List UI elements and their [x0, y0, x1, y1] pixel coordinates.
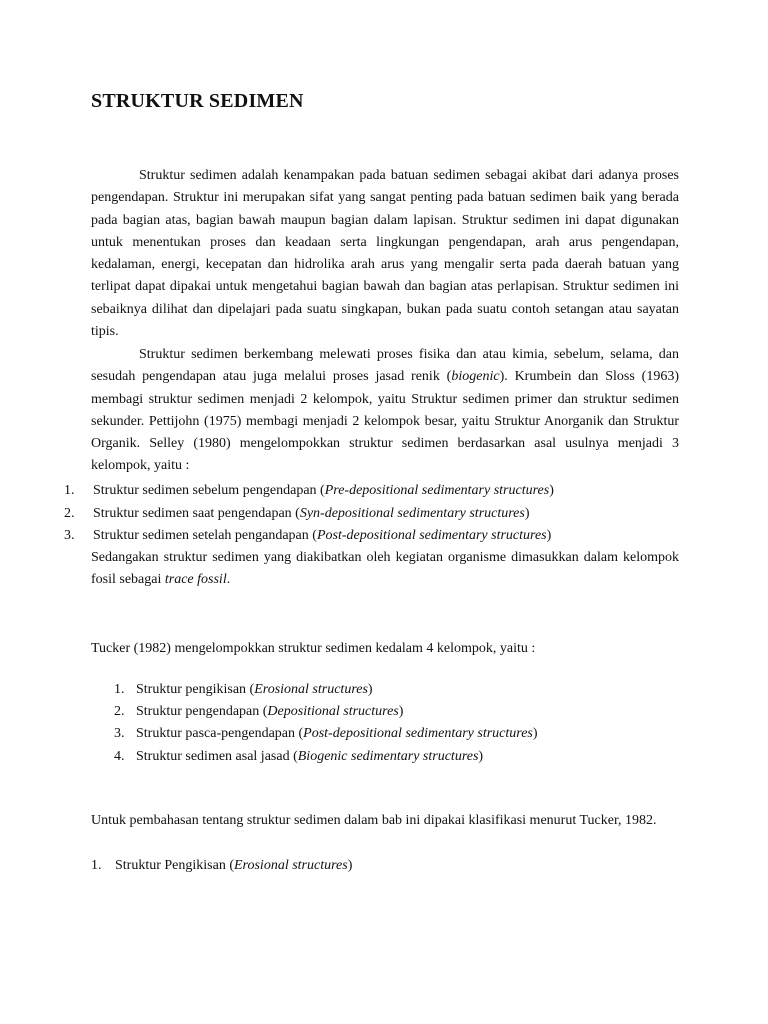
- list-item-text: Struktur sedimen saat pengendapan (: [93, 506, 300, 521]
- tucker-classification-paragraph: Untuk pembahasan tentang struktur sedimen dalam bab ini dipakai klasifikasi menurut Tucker, 1982.: [91, 813, 657, 828]
- list-item-number: 3.: [64, 528, 75, 543]
- list-item-number: 3.: [114, 726, 125, 741]
- list-item-close: ): [532, 726, 538, 741]
- trace-fossil-paragraph: [91, 547, 679, 592]
- classification-paragraph: [91, 344, 679, 478]
- trace-fossil-text: Sedangakan struktur sedimen yang diakibatkan oleh kegiatan organisme dimasukkan dalam kelompok fosil sebagai: [91, 550, 679, 588]
- section-heading: [115, 855, 352, 877]
- section-heading-text: Struktur Pengikisan (: [115, 858, 234, 873]
- section-heading-term: Erosional structures: [234, 858, 348, 873]
- list-item: [93, 480, 554, 502]
- list-item-term: Post-depositional sedimentary structures: [303, 726, 533, 741]
- trace-fossil-end: .: [226, 572, 231, 588]
- list-item-number: 4.: [114, 749, 125, 764]
- list-item-term: Post-depositional sedimentary structures: [316, 528, 547, 543]
- list-item-close: ): [549, 483, 554, 498]
- page-title: STRUKTUR SEDIMEN: [91, 90, 304, 112]
- list-item-close: ): [367, 682, 373, 697]
- list-item-number: 1.: [114, 682, 125, 697]
- intro-paragraph: Struktur sedimen adalah kenampakan pada batuan sedimen sebagai akibat dari adanya proses pengendapan. Struktur ini merupakan sifat yang sangat penting pada batuan sedimen baik yang berada pada bagian atas, bagian bawah maupun bagian dalam lapisan. Struktur sedimen ini dapat digunakan untuk menentukan proses dan keadaan serta lingkungan pengendapan, arah arus pengendapan, kedalaman, energi, kecepatan dan hidrolika arah arus yang mengalir serta pada daerah batuan yang terlipat dapat dipakai untuk mengetahui bagian bawah dan bagian atas perlapisan. Struktur sedimen ini sebaiknya dilihat dan dipelajari pada suatu singkapan, bukan pada suatu contoh setangan atau sayatan tipis.: [91, 168, 679, 340]
- classification-paragraph-text: Struktur sedimen berkembang melewati proses fisika dan atau kimia, sebelum, selama, dan sesudah pengendapan atau juga melalui proses jasad renik (: [91, 347, 679, 385]
- list-item: [93, 525, 551, 547]
- list-item: [136, 701, 403, 723]
- list-item-number: 2.: [64, 506, 75, 521]
- list-item-term: Depositional structures: [267, 704, 399, 719]
- section-number: 1.: [91, 858, 102, 873]
- trace-fossil-term: trace fossil: [164, 572, 227, 588]
- list-item-term: Pre-depositional sedimentary structures: [324, 483, 550, 498]
- biogenic-term: biogenic: [451, 369, 500, 385]
- list-item-text: Struktur sedimen sebelum pengendapan (: [93, 483, 325, 498]
- list-item: [93, 503, 530, 525]
- list-item-text: Struktur pasca-pengendapan (: [136, 726, 304, 741]
- tucker-intro: Tucker (1982) mengelompokkan struktur sedimen kedalam 4 kelompok, yaitu :: [91, 641, 536, 656]
- list-item: [136, 679, 373, 701]
- list-item-term: Syn-depositional sedimentary structures: [299, 506, 525, 521]
- list-item: [136, 746, 483, 768]
- classification-paragraph-text-end: ). Krumbein dan Sloss (1963) membagi struktur sedimen menjadi 2 kelompok, yaitu Struktur sedimen primer dan struktur sedimen sekunder. Pettijohn (1975) membagi menjadi 2 kelompok besar, yaitu Struktur Anorganik dan Struktur Organik. Selley (1980) mengelompokkan struktur sedimen berdasarkan asal usulnya menjadi 3 kelompok, yaitu :: [91, 369, 679, 474]
- list-item-text: Struktur pengikisan (: [136, 682, 255, 697]
- list-item-number: 1.: [64, 483, 75, 498]
- list-item-close: ): [398, 704, 404, 719]
- list-item-close: ): [478, 749, 484, 764]
- list-item-term: Erosional structures: [254, 682, 368, 697]
- list-item-text: Struktur sedimen asal jasad (: [136, 749, 298, 764]
- list-item-term: Biogenic sedimentary structures: [297, 749, 479, 764]
- list-item-text: Struktur sedimen setelah pengandapan (: [93, 528, 317, 543]
- list-item-number: 2.: [114, 704, 125, 719]
- section-heading-close: ): [347, 858, 353, 873]
- list-item: [136, 723, 538, 745]
- list-item-close: ): [524, 506, 530, 521]
- list-item-text: Struktur pengendapan (: [136, 704, 268, 719]
- list-item-close: ): [546, 528, 552, 543]
